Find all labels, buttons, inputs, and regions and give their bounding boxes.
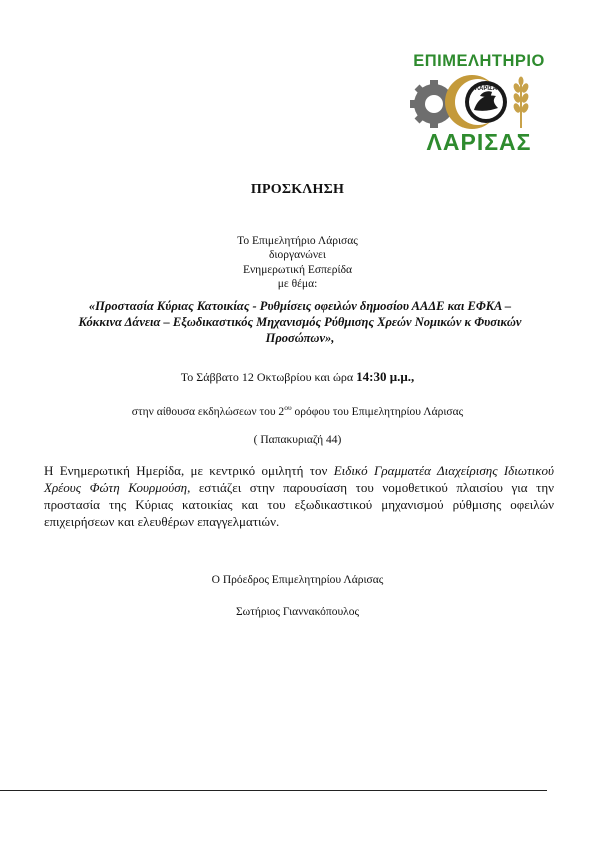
intro-line: Το Επιμελητήριο Λάρισας <box>237 235 358 247</box>
coin-medallion-icon <box>465 81 507 123</box>
intro-line: Ενημερωτική Εσπερίδα <box>242 263 353 276</box>
event-subject <box>50 298 550 346</box>
logo-bottom-text: ΛΑΡΙΣΑΣ <box>426 129 532 155</box>
signer-role: Ο Πρόεδρος Επιμελητηρίου Λάρισας <box>211 574 384 586</box>
logo-top-text: ΕΠΙΜΕΛΗΤΗΡΙΟ <box>413 52 545 70</box>
venue-suffix: ορόφου του Επιμελητηρίου Λάρισας <box>291 405 464 418</box>
intro-line: με θέμα: <box>277 277 318 290</box>
speaker-name: Ειδικό Γραμματέα Διαχείρισης Ιδιωτικού Χρέους Φώτη Κουρμούση <box>44 463 554 495</box>
description-part-2: , εστιάζει στην παρουσίαση του νομοθετικού πλαισίου για την προστασία της Κύριας κατοικίας και του εξωδικαστικού μηχανισμού ρύθμισης οφειλών επιχειρήσεων και ελευθέρων επαγγελματιών. <box>44 480 554 529</box>
subject-line: Προσώπων», <box>265 331 335 345</box>
page-title: ΠΡΟΣΚΛΗΣΗ <box>250 182 345 197</box>
event-address: ( Παπακυριαζή 44) <box>253 434 342 446</box>
signer-name: Σωτήριος Γιαννακόπουλος <box>235 606 360 618</box>
description-part-1: Η Ενημερωτική Ημερίδα, με κεντρικό ομιλητή τον <box>44 463 334 478</box>
event-venue <box>0 403 595 418</box>
svg-text:ΛΑΡΙΣΑ: ΛΑΡΙΣΑ <box>475 86 497 92</box>
floor-superscript: ου <box>284 403 292 412</box>
footer-divider <box>0 790 547 791</box>
time-text: 14:30 μ.μ., <box>356 369 415 384</box>
date-text: Το Σάββατο 12 Οκτωβρίου και ώρα <box>180 370 357 384</box>
venue-prefix: στην αίθουσα εκδηλώσεων του 2 <box>131 405 285 418</box>
intro-block <box>0 234 595 291</box>
logo-emblem-icon <box>408 72 550 132</box>
chamber-logo <box>408 52 550 158</box>
wheat-icon <box>512 77 530 129</box>
subject-line: «Προστασία Κύριας Κατοικίας - Ρυθμίσεις οφειλών δημοσίου ΑΑΔΕ και ΕΦΚΑ – <box>88 299 512 313</box>
subject-line: Κόκκινα Δάνεια – Εξωδικαστικός Μηχανισμός Ρύθμισης Χρεών Νομικών κ Φυσικών <box>78 315 522 329</box>
intro-line: διοργανώνει <box>268 249 326 262</box>
event-datetime <box>0 369 595 385</box>
description-paragraph <box>44 462 554 530</box>
